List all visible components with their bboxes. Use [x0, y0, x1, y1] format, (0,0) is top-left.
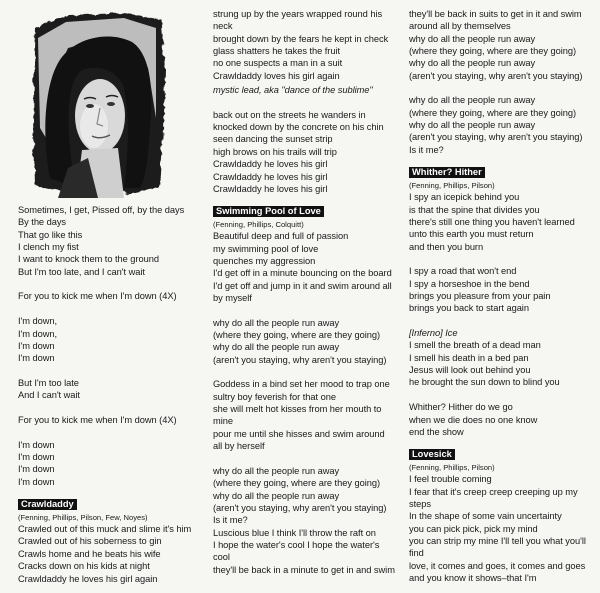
- intro-stanza: [18, 204, 200, 278]
- lyric-line: (where they going, where are they going): [213, 330, 380, 340]
- lyric-line: I smell his death in a bed pan: [409, 352, 529, 363]
- lyric-line: why do all the people run away: [409, 95, 536, 106]
- lyric-line: I fear that it's creep creep creeping up my: [409, 486, 578, 497]
- lyric-line: Crawldaddy loves his girl again: [213, 70, 340, 81]
- lyric-line: unto this earth you must return: [409, 229, 534, 240]
- lyric-line: love, it comes and goes, it comes and goes: [409, 560, 586, 571]
- lyric-line: I'd get off in a minute bouncing on the board: [213, 268, 392, 279]
- lyric-line: when we die does no one know: [409, 414, 538, 425]
- lyric-line: end the show: [409, 426, 464, 437]
- song-title-crawldaddy: Crawldaddy: [18, 499, 77, 510]
- lyric-line: But I'm too late: [18, 377, 79, 388]
- lyric-line: (aren't you staying, why aren't you staying): [409, 70, 583, 81]
- lyric-line: why do all the people run away: [409, 33, 536, 44]
- lyric-line: and you know it shows–that I'm: [409, 572, 537, 583]
- songwriter-credit: (Fenning, Phillips, Pilson): [409, 463, 495, 473]
- lyric-line: neck: [213, 21, 233, 32]
- songwriter-credit: (Fenning, Phillips, Pilson, Few, Noyes): [18, 513, 148, 523]
- lyrics-column-1: [18, 204, 200, 585]
- lyric-line: I hope the water's cool I hope the water's: [213, 539, 380, 550]
- lyric-line: (aren't you staying, why aren't you staying): [213, 354, 387, 365]
- lyric-line: mine: [213, 416, 233, 427]
- lyric-line: Crawldaddy he loves his girl again: [18, 573, 158, 584]
- lyric-line: why do all the people run away: [409, 120, 536, 131]
- lyric-line: strung up by the years wrapped round his: [213, 9, 383, 19]
- lyric-line: all by herself: [213, 441, 265, 452]
- lyric-line: brought down by the fears he kept in check: [213, 33, 389, 44]
- lyric-line: (aren't you staying, why aren't you staying): [409, 132, 583, 143]
- lyric-line: there's still one thing you haven't learned: [409, 216, 575, 227]
- lyric-line: I'm down: [18, 353, 55, 364]
- lyric-line: And I can't wait: [18, 390, 80, 401]
- lyric-line: I'm down: [18, 464, 55, 475]
- lyrics-column-3: [409, 8, 594, 584]
- lyric-line: high brows on his trails will trip: [213, 146, 337, 157]
- lyric-line: I'm down: [18, 439, 55, 450]
- lyric-line: I'm down,: [18, 316, 58, 327]
- lyric-line: no one suspects a man in a suit: [213, 58, 343, 69]
- song-title-lovesick: Lovesick: [409, 449, 455, 460]
- lyric-line: quenches my aggression: [213, 255, 316, 266]
- lyric-line: pour me until she hisses and swim around: [213, 428, 385, 439]
- songwriter-credit: (Fenning, Phillips, Pilson): [409, 181, 495, 191]
- lyric-line: (where they going, where are they going): [213, 478, 380, 489]
- lyric-line: Whither? Hither do we go: [409, 402, 513, 413]
- lyric-line: brings you back to start again: [409, 303, 529, 314]
- lyric-line: In the shape of some vain uncertainty: [409, 511, 562, 522]
- lyric-line: I clench my fist: [18, 242, 79, 253]
- lyric-line: I smell the breath of a dead man: [409, 340, 541, 351]
- lyric-line: (where they going, where are they going): [409, 46, 576, 57]
- lyric-line: Jesus will look out behind you: [409, 365, 531, 376]
- lyric-line: Is it me?: [213, 515, 248, 526]
- lyric-line: knocked down by the concrete on his chin: [213, 122, 384, 133]
- lyric-line: why do all the people run away: [213, 490, 340, 501]
- lyric-line: Goddess in a bind set her mood to trap one: [213, 379, 390, 390]
- inferno-label: [Inferno]: [409, 328, 443, 339]
- lyric-line: she will melt hot kisses from her mouth to: [213, 404, 382, 415]
- lyric-line: why do all the people run away: [213, 342, 340, 353]
- lyric-line: steps: [409, 498, 431, 509]
- lyric-line: back out on the streets he wanders in: [213, 109, 366, 120]
- lyric-line: Is it me?: [409, 144, 444, 155]
- lyric-line: around all by themselves: [409, 21, 511, 32]
- lyric-line: why do all the people run away: [409, 58, 536, 69]
- lyric-line: I'd get off and jump in it and swim around all: [213, 280, 392, 291]
- lyric-line: (aren't you staying, why aren't you staying): [213, 502, 387, 513]
- lyric-line: why do all the people run away: [213, 317, 340, 328]
- song-title-swimming-pool-of-love: Swimming Pool of Love: [213, 206, 324, 217]
- lyric-line: Crawls home and he beats his wife: [18, 548, 161, 559]
- mystic-lead-note: mystic lead, aka "dance of the sublime": [213, 85, 373, 96]
- lyric-line: Crawldaddy he loves his girl: [213, 171, 328, 182]
- lyric-line: why do all the people run away: [213, 465, 340, 476]
- lyric-line: cool: [213, 552, 230, 563]
- lyric-line: Sometimes, I get, Pissed off, by the days: [18, 205, 185, 215]
- lyric-line: I'm down: [18, 340, 55, 351]
- lyric-line: is that the spine that divides you: [409, 204, 540, 215]
- lyric-line: I want to knock them to the ground: [18, 254, 159, 265]
- lyric-line: I spy a horseshoe in the bend: [409, 278, 530, 289]
- lyric-line: by myself: [213, 292, 252, 303]
- lyric-line: I spy a road that won't end: [409, 266, 517, 277]
- lyric-line: they'll be back in suits to get in it and swim: [409, 9, 582, 19]
- lyrics-column-2: [213, 8, 399, 576]
- lyric-line: But I'm too late, and I can't wait: [18, 266, 145, 277]
- lyric-line: they'll be back in a minute to get in and swim: [213, 564, 395, 575]
- inferno-heading: [409, 327, 594, 339]
- lyric-line: find: [409, 548, 424, 559]
- songwriter-credit: (Fenning, Phillips, Colquitt): [213, 220, 304, 230]
- lyric-line: I feel trouble coming: [409, 474, 492, 485]
- lyric-line: I'm down: [18, 452, 55, 463]
- lyric-line: (where they going, where are they going): [409, 107, 576, 118]
- lyric-line: That go like this: [18, 229, 83, 240]
- lyric-line: I spy an icepick behind you: [409, 192, 520, 203]
- lyric-line: brings you pleasure from your pain: [409, 290, 551, 301]
- lyric-line: For you to kick me when I'm down (4X): [18, 291, 177, 302]
- band-member-photo: [28, 8, 168, 198]
- lyric-line: I'm down: [18, 476, 55, 487]
- lyric-line: By the days: [18, 217, 67, 228]
- lyric-line: Crawldaddy he loves his girl: [213, 159, 328, 170]
- lyric-line: he brought the sun down to blind you: [409, 377, 560, 388]
- song-title-whither-hither: Whither? Hither: [409, 167, 485, 178]
- lyric-line: Cracks down on his kids at night: [18, 561, 150, 572]
- lyric-line: my swimming pool of love: [213, 243, 319, 254]
- lyric-line: sultry boy feverish for that one: [213, 391, 336, 402]
- inferno-word: Ice: [442, 328, 458, 339]
- lyric-line: glass shatters he takes the fruit: [213, 46, 341, 57]
- lyric-line: you can strip my mine I'll tell you what you'll: [409, 535, 586, 546]
- lyric-line: Crawldaddy he loves his girl: [213, 183, 328, 194]
- lyric-line: Beautiful deep and full of passion: [213, 231, 349, 242]
- lyric-line: Crawled out of this muck and slime it's him: [18, 524, 192, 535]
- lyric-line: For you to kick me when I'm down (4X): [18, 415, 177, 426]
- lyric-line: seen dancing the sunset strip: [213, 134, 333, 145]
- lyric-line: Crawled out of his soberness to gin: [18, 536, 162, 547]
- lyric-line: you can pick pick, pick my mind: [409, 523, 538, 534]
- lyric-line: I'm down,: [18, 328, 58, 339]
- lyric-line: Luscious blue I think I'll throw the raft on: [213, 527, 376, 538]
- lyric-line: and then you burn: [409, 241, 484, 252]
